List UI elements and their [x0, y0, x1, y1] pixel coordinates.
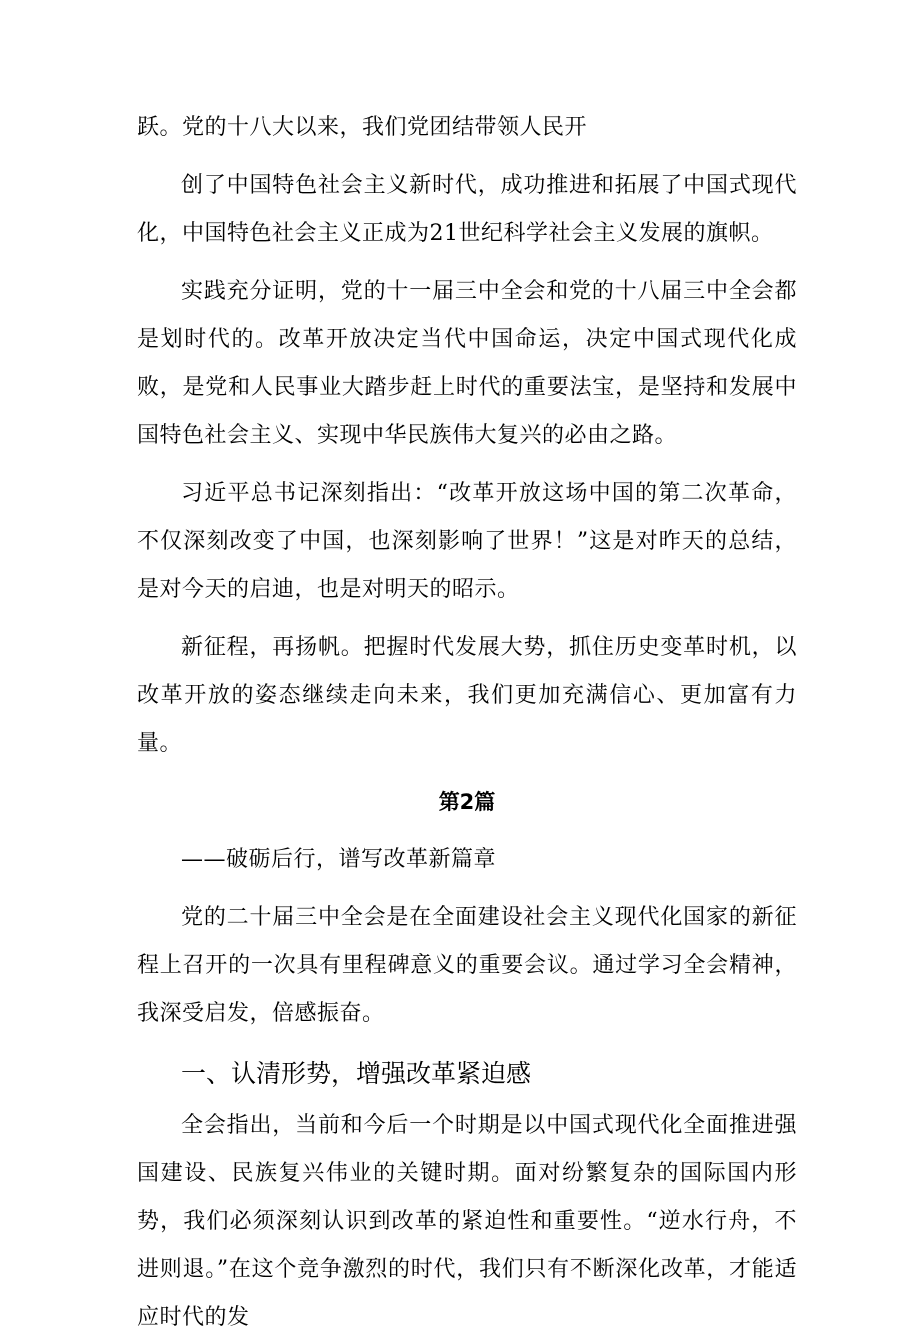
- paragraph-6: 党的二十届三中全会是在全面建设社会主义现代化国家的新征程上召开的一次具有里程碑意义的重要会议。通过学习全会精神，我深受启发，倍感振奋。: [137, 905, 797, 1026]
- document-body: [137, 104, 797, 1342]
- paragraph-1: 跃。党的十八大以来，我们党团结带领人民开: [137, 115, 588, 140]
- paragraph-7: 全会指出，当前和今后一个时期是以中国式现代化全面推进强国建设、民族复兴伟业的关键时期。面对纷繁复杂的国际国内形势，我们必须深刻认识到改革的紧迫性和重要性。“逆水行舟，不进则退。”在这个竞争激烈的时代，我们只有不断深化改革，才能适应时代的发: [137, 1113, 797, 1330]
- paragraph-5: 新征程，再扬帆。把握时代发展大势，抓住历史变革时机，以改革开放的姿态继续走向未来，我们更加充满信心、更加富有力量。: [137, 635, 797, 756]
- paragraph-3: 实践充分证明，党的十一届三中全会和党的十八届三中全会都是划时代的。改革开放决定当代中国命运，决定中国式现代化成败，是党和人民事业大踏步赶上时代的重要法宝，是坚持和发展中国特色社会主义、实现中华民族伟大复兴的必由之路。: [137, 279, 797, 448]
- section-heading: 一、认清形势，增强改革紧迫感: [181, 1059, 532, 1088]
- part-title: 第2篇: [438, 790, 496, 814]
- paragraph-2: 创了中国特色社会主义新时代，成功推进和拓展了中国式现代化，中国特色社会主义正成为21世纪科学社会主义发展的旗帜。: [137, 173, 797, 246]
- subtitle: ——破砺后行，谱写改革新篇章: [181, 847, 497, 872]
- paragraph-4: 习近平总书记深刻指出：“改革开放这场中国的第二次革命，不仅深刻改变了中国，也深刻影响了世界！”这是对昨天的总结，是对今天的启迪，也是对明天的昭示。: [137, 481, 797, 602]
